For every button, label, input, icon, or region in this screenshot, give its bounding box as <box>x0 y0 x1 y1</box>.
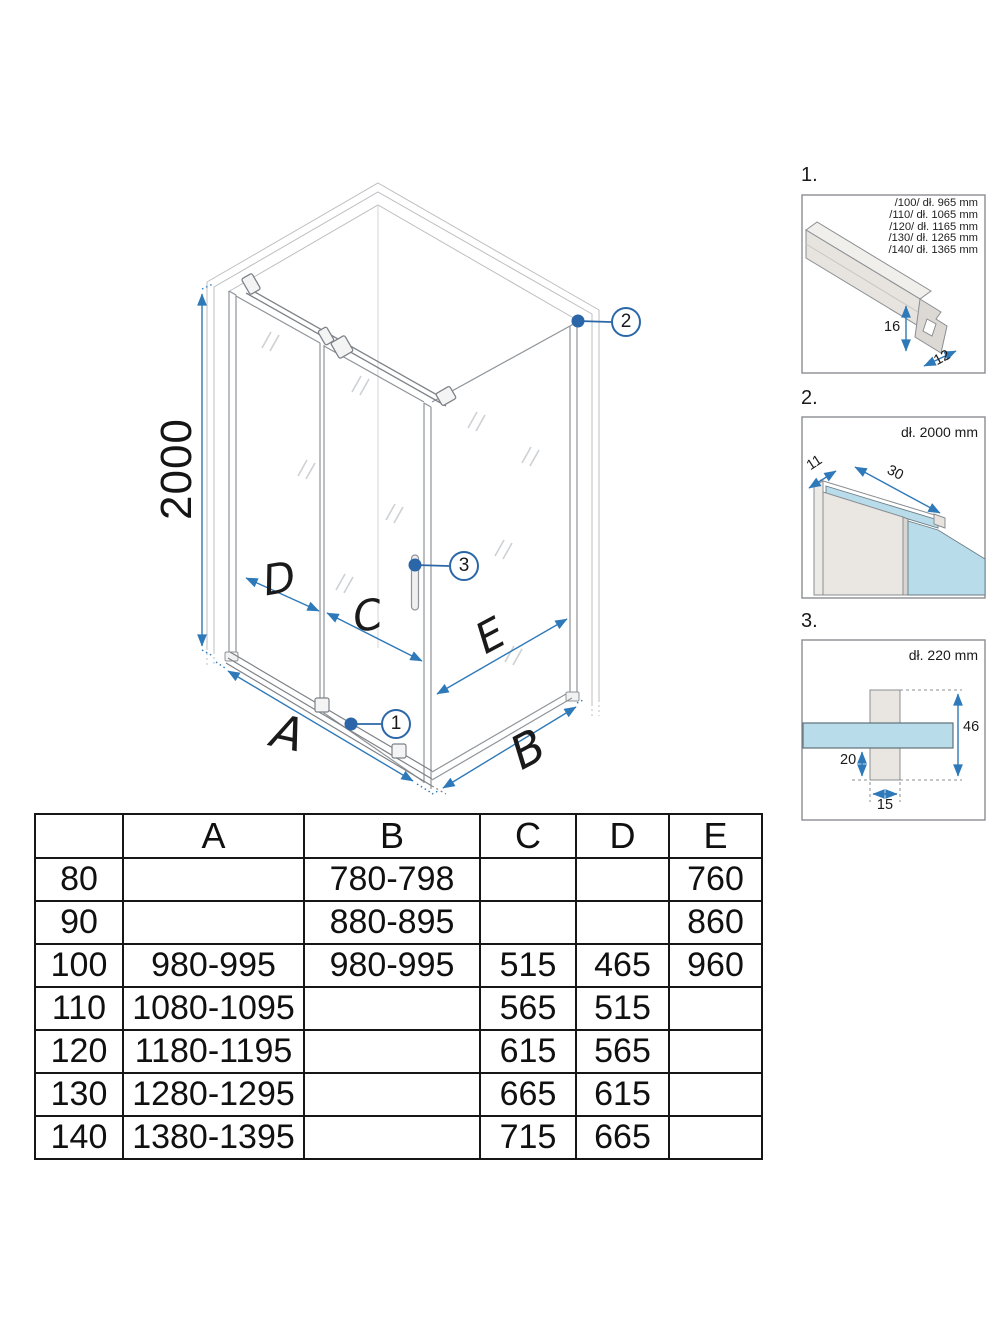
table-cell: 515 <box>480 944 576 987</box>
table-cell: 130 <box>35 1073 123 1116</box>
table-cell: 665 <box>576 1116 669 1159</box>
bottom-rail <box>226 652 446 794</box>
table-row <box>35 1116 762 1159</box>
table-header-d: D <box>576 814 669 858</box>
detail-2-dim-11: 11 <box>803 452 826 474</box>
table-cell <box>669 1116 762 1159</box>
table-cell: 80 <box>35 858 123 901</box>
height-dimension-label: 2000 <box>152 418 201 520</box>
detail-2-dim-30: 30 <box>884 462 906 484</box>
table-header-b: B <box>304 814 480 858</box>
table-cell <box>123 901 304 944</box>
size-line: /140/ dł. 1365 mm <box>888 244 978 257</box>
detail-1-size-list <box>830 198 978 257</box>
table-cell <box>576 901 669 944</box>
table-cell: 615 <box>576 1073 669 1116</box>
table-row <box>35 901 762 944</box>
table-cell: 1180-1195 <box>123 1030 304 1073</box>
glass-hatches <box>262 332 539 665</box>
detail-3-length: dł. 220 mm <box>908 647 978 663</box>
callout-2: 2 <box>611 307 641 337</box>
table-cell: 760 <box>669 858 762 901</box>
dim-label-d: D <box>258 551 300 606</box>
table-cell: 980-995 <box>304 944 480 987</box>
table-cell <box>576 858 669 901</box>
size-line: /130/ dł. 1265 mm <box>888 232 978 245</box>
detail-3-dim-46: 46 <box>963 719 980 735</box>
detail-3-index: 3. <box>801 610 818 632</box>
detail-1-dim-16: 16 <box>884 319 901 335</box>
dim-label-c: C <box>348 588 387 643</box>
table-header-c: C <box>480 814 576 858</box>
table-row <box>35 1030 762 1073</box>
table-row <box>35 944 762 987</box>
dimension-table <box>34 813 763 1160</box>
detail-1-index: 1. <box>801 164 818 186</box>
detail-3-dim-20: 20 <box>840 752 857 768</box>
table-cell <box>669 1030 762 1073</box>
table-header-a: A <box>123 814 304 858</box>
table-cell <box>480 858 576 901</box>
table-cell <box>304 987 480 1030</box>
table-cell: 565 <box>480 987 576 1030</box>
side-glass-wall <box>432 322 579 780</box>
table-cell: 465 <box>576 944 669 987</box>
callout-1: 1 <box>381 709 411 739</box>
table-cell: 1280-1295 <box>123 1073 304 1116</box>
table-cell <box>304 1030 480 1073</box>
table-cell <box>304 1073 480 1116</box>
detail-2-drawing <box>802 417 985 598</box>
table-cell <box>304 1116 480 1159</box>
detail-1-dim-12: 12 <box>931 347 953 369</box>
detail-2-index: 2. <box>801 387 818 409</box>
table-cell: 980-995 <box>123 944 304 987</box>
table-header-size <box>35 814 123 858</box>
table-cell: 880-895 <box>304 901 480 944</box>
table-cell: 1080-1095 <box>123 987 304 1030</box>
table-cell: 960 <box>669 944 762 987</box>
table-cell: 565 <box>576 1030 669 1073</box>
table-cell: 780-798 <box>304 858 480 901</box>
detail-3-dim-15: 15 <box>876 797 894 813</box>
dim-label-e: E <box>467 607 514 664</box>
niche-outline <box>207 183 599 716</box>
table-cell <box>669 987 762 1030</box>
table-cell: 615 <box>480 1030 576 1073</box>
size-line: /120/ dł. 1165 mm <box>889 220 978 233</box>
table-cell: 715 <box>480 1116 576 1159</box>
table-cell: 860 <box>669 901 762 944</box>
table-row <box>35 1073 762 1116</box>
table-cell: 110 <box>35 987 123 1030</box>
dim-label-a: A <box>266 703 309 763</box>
table-cell: 100 <box>35 944 123 987</box>
table-cell <box>123 858 304 901</box>
callout-3: 3 <box>449 551 479 581</box>
table-cell: 515 <box>576 987 669 1030</box>
table-cell: 120 <box>35 1030 123 1073</box>
table-cell <box>480 901 576 944</box>
detail-3-drawing <box>802 640 985 820</box>
table-cell <box>669 1073 762 1116</box>
size-line: /110/ dł. 1065 mm <box>889 208 978 221</box>
table-cell: 1380-1395 <box>123 1116 304 1159</box>
table-cell: 665 <box>480 1073 576 1116</box>
top-rail <box>241 273 456 406</box>
dim-label-b: B <box>501 717 555 781</box>
table-row <box>35 987 762 1030</box>
table-header-e: E <box>669 814 762 858</box>
table-cell: 140 <box>35 1116 123 1159</box>
table-header-row <box>35 814 762 858</box>
table-cell: 90 <box>35 901 123 944</box>
detail-2-length: dł. 2000 mm <box>900 424 978 440</box>
size-line: /100/ dł. 965 mm <box>894 197 978 209</box>
table-row <box>35 858 762 901</box>
